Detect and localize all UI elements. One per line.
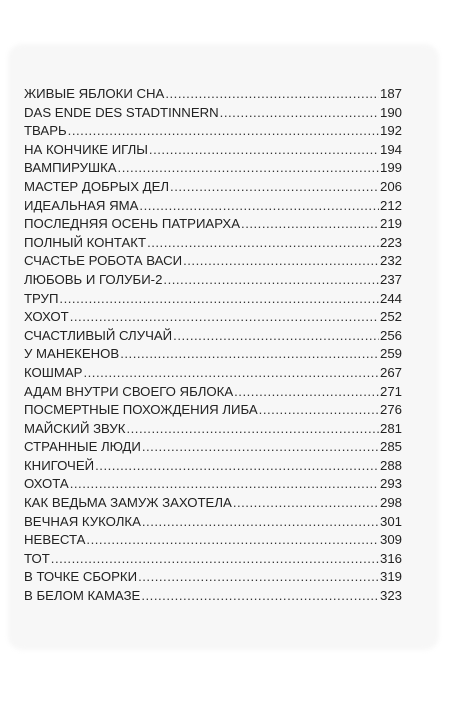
toc-entry-page-number: 187	[379, 86, 402, 101]
toc-entry	[24, 420, 402, 439]
toc-entry-page-number: 252	[379, 309, 402, 325]
toc-entry	[24, 457, 402, 476]
toc-entry-title: ХОХОТ	[24, 309, 69, 325]
dot-leader	[138, 568, 379, 587]
toc-entry-title: ТРУП	[24, 290, 59, 306]
toc-entry	[24, 271, 402, 290]
dot-leader	[149, 141, 379, 160]
toc-entry-page-number: 237	[379, 271, 402, 287]
dot-leader	[68, 122, 379, 141]
toc-entry	[24, 364, 402, 383]
toc-entry-title: КОШМАР	[24, 364, 83, 380]
dot-leader	[220, 104, 379, 123]
dot-leader	[259, 401, 379, 420]
toc-entry-title: У МАНЕКЕНОВ	[24, 346, 120, 362]
toc-entry	[24, 475, 402, 494]
dot-leader	[170, 178, 379, 197]
dot-leader	[183, 252, 379, 271]
toc-entry-page-number: 309	[379, 532, 402, 548]
toc-entry	[24, 104, 402, 123]
toc-entry	[24, 345, 402, 364]
toc-entry	[24, 290, 402, 309]
toc-entry-page-number: 276	[379, 402, 402, 418]
toc-entry	[24, 122, 402, 141]
dot-leader	[234, 383, 379, 402]
toc-entry	[24, 401, 402, 420]
toc-entry	[24, 383, 402, 402]
toc-entry-page-number: 219	[379, 216, 402, 232]
toc-entry	[24, 252, 402, 271]
dot-leader	[147, 234, 379, 253]
toc-entry-page-number: 212	[379, 197, 402, 213]
dot-leader	[51, 550, 379, 569]
toc-entry-page-number: 259	[379, 346, 402, 362]
dot-leader	[95, 457, 379, 476]
toc-entry-title: ИДЕАЛЬНАЯ ЯМА	[24, 197, 139, 213]
toc-entry-title: В ТОЧКЕ СБОРКИ	[24, 569, 138, 585]
toc-entry	[24, 141, 402, 160]
toc-entry	[24, 327, 402, 346]
toc-entry	[24, 308, 402, 327]
toc-entry-page-number: 194	[379, 141, 402, 157]
dot-leader	[70, 308, 379, 327]
toc-entry-title: ТОТ	[24, 550, 50, 566]
toc-entry-page-number: 267	[379, 364, 402, 380]
toc-entry-title: DAS ENDE DES STADTINNERN	[24, 104, 219, 120]
toc-entry-title: СЧАСТЬЕ РОБОТА ВАСИ	[24, 253, 183, 269]
toc-entry-title: ПОСМЕРТНЫЕ ПОХОЖДЕНИЯ ЛИБА	[24, 402, 258, 418]
toc-entry-page-number: 301	[379, 513, 402, 529]
toc-entry-page-number: 323	[379, 588, 402, 604]
toc-entry	[24, 513, 402, 532]
toc-entry	[24, 531, 402, 550]
toc-entry	[24, 494, 402, 513]
toc-entry-page-number: 316	[379, 550, 402, 566]
toc-entry	[24, 85, 402, 104]
toc-entry-page-number: 288	[379, 457, 402, 473]
dot-leader	[241, 215, 379, 234]
toc-entry-page-number: 256	[379, 327, 402, 343]
toc-entry-title: НЕВЕСТА	[24, 532, 86, 548]
toc-entry-title: КНИГОЧЕЙ	[24, 457, 95, 473]
dot-leader	[70, 475, 379, 494]
toc-entry-title: НА КОНЧИКЕ ИГЛЫ	[24, 141, 148, 157]
toc-entry-page-number: 232	[379, 253, 402, 269]
toc-entry-page-number: 206	[379, 178, 402, 194]
toc-entry	[24, 159, 402, 178]
toc-entry-title: ЖИВЫЕ ЯБЛОКИ СНА	[24, 86, 165, 101]
toc-entry-page-number: 319	[379, 569, 402, 585]
dot-leader	[141, 587, 379, 606]
toc-entry	[24, 178, 402, 197]
dot-leader	[139, 197, 379, 216]
toc-entry-title: АДАМ ВНУТРИ СВОЕГО ЯБЛОКА	[24, 383, 234, 399]
dot-leader	[83, 364, 379, 383]
toc-entry	[24, 438, 402, 457]
dot-leader	[173, 327, 379, 346]
toc-entry-title: ОХОТА	[24, 476, 69, 492]
toc-entry-page-number: 223	[379, 234, 402, 250]
toc-entry	[24, 587, 402, 606]
toc-entry	[24, 568, 402, 587]
toc-entry	[24, 215, 402, 234]
toc-entry-page-number: 199	[379, 160, 402, 176]
dot-leader	[163, 271, 379, 290]
toc-entry	[24, 197, 402, 216]
toc-entry-title: ТВАРЬ	[24, 123, 67, 139]
toc-entry-title: КАК ВЕДЬМА ЗАМУЖ ЗАХОТЕЛА	[24, 495, 232, 511]
toc-entry-page-number: 281	[379, 420, 402, 436]
dot-leader	[165, 85, 379, 104]
toc-entry-title: ВАМПИРУШКА	[24, 160, 117, 176]
dot-leader	[120, 345, 379, 364]
toc-entry-title: СЧАСТЛИВЫЙ СЛУЧАЙ	[24, 327, 173, 343]
dot-leader	[142, 513, 379, 532]
dot-leader	[233, 494, 379, 513]
toc-entry-page-number: 192	[379, 123, 402, 139]
toc-entry-title: СТРАННЫЕ ЛЮДИ	[24, 439, 141, 455]
table-of-contents	[24, 85, 402, 606]
toc-entry-title: МАСТЕР ДОБРЫХ ДЕЛ	[24, 178, 170, 194]
toc-entry-page-number: 190	[379, 104, 402, 120]
toc-entry-page-number: 298	[379, 495, 402, 511]
toc-entry-title: ЛЮБОВЬ И ГОЛУБИ-2	[24, 271, 163, 287]
toc-entry-page-number: 244	[379, 290, 402, 306]
dot-leader	[126, 420, 379, 439]
dot-leader	[142, 438, 379, 457]
dot-leader	[59, 290, 379, 309]
toc-entry-page-number: 271	[379, 383, 402, 399]
toc-entry-title: В БЕЛОМ КАМАЗЕ	[24, 588, 141, 604]
toc-entry-title: ПОЛНЫЙ КОНТАКТ	[24, 234, 147, 250]
toc-entry-title: ПОСЛЕДНЯЯ ОСЕНЬ ПАТРИАРХА	[24, 216, 241, 232]
dot-leader	[118, 159, 379, 178]
toc-entry-page-number: 293	[379, 476, 402, 492]
dot-leader	[86, 531, 379, 550]
toc-entry-title: ВЕЧНАЯ КУКОЛКА	[24, 513, 141, 529]
toc-entry-page-number: 285	[379, 439, 402, 455]
toc-entry-title: МАЙСКИЙ ЗВУК	[24, 420, 126, 436]
toc-entry	[24, 234, 402, 253]
toc-entry	[24, 550, 402, 569]
